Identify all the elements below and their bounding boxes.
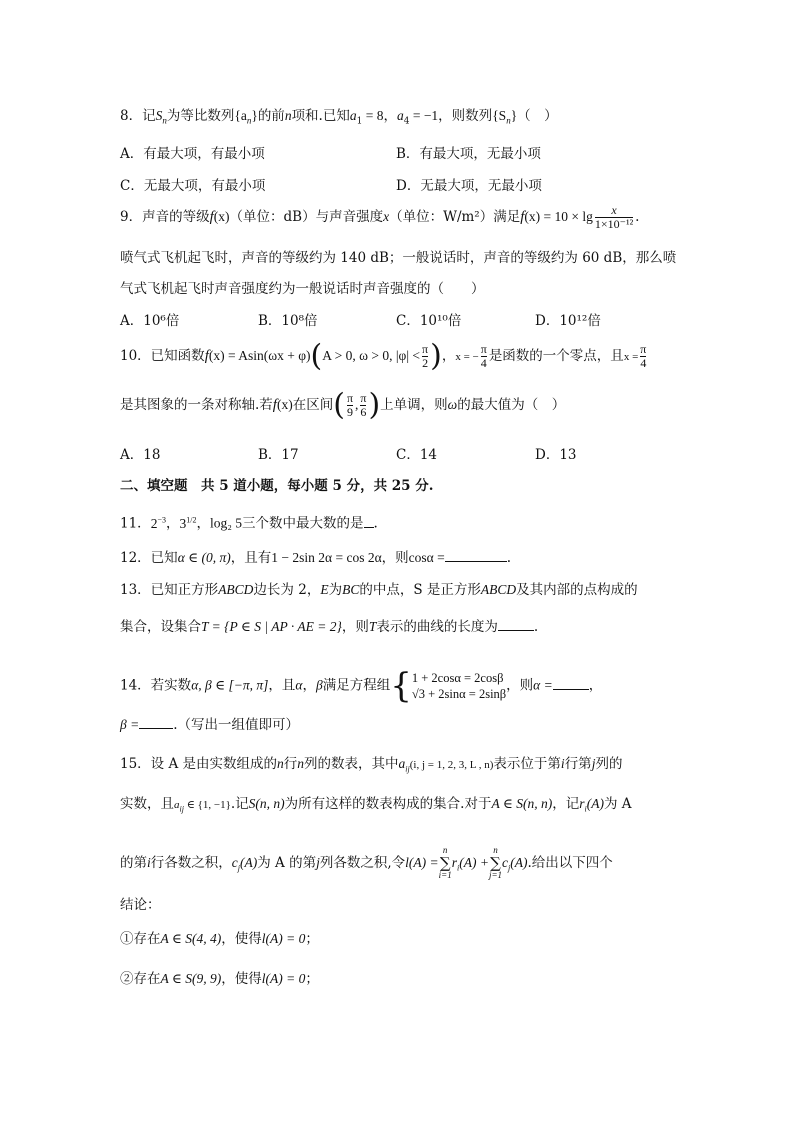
- q11-power: $3^{1/2}$: [179, 515, 197, 531]
- q15-conclusions-label: 结论：: [120, 897, 161, 913]
- q8-option-a: A．有最大项，有最小项: [120, 146, 265, 162]
- q8-option-d: D．无最大项，无最小项: [396, 178, 542, 194]
- q8-option-b: B．有最大项，无最小项: [396, 146, 541, 162]
- q10-option-a: A．18: [120, 447, 161, 463]
- q11-stem: 11．$2^{-3}$，$3^{1/2}$，log₂ 5三个数中最大数的是 .: [120, 515, 378, 532]
- q15-stem-line2: 实数，且$a_{ij}$ ∈ {1, −1}.记S(n, n)为所有这样的数表构成的集合.对于A ∈ S(n, n)，记$r_i(A)$为 A: [120, 796, 632, 814]
- q14-stem-line2: β = .（写出一组值即可）: [120, 717, 300, 733]
- q9-option-c: C．10¹⁰倍: [396, 313, 462, 329]
- q9-option-d: D．10¹²倍: [535, 313, 601, 329]
- q15-sum-rows: n ∑ i=1: [438, 845, 452, 880]
- q10-stem-line1: 10．已知函数f(x) = Asin(ωx + φ)(A > 0, ω > 0, |φ| < $\frac{\pi}{2}$ )，x = − $\frac{\pi}{4}$ 是函数的一个零点，且x = $\frac{\pi}{4}$: [120, 338, 647, 374]
- q10-option-c: C．14: [396, 447, 438, 463]
- q8-option-c: C．无最大项，有最小项: [120, 178, 266, 194]
- q15-stem-line3: 的第i行各数之积，$c_j(A)$为 A 的第j列各数之积,令l(A) =n ∑ $i=1r_i(A) +n$ ∑ $j=1c_j(A)$.给出以下四个: [120, 845, 613, 880]
- q15-stem-line1: 15．设 A 是由实数组成的n行n列的数表，其中$a_{ij}(i$, j = 1, 2, 3, L , n)表示位于第i行第j列的: [120, 756, 623, 774]
- q9-stem-line2: 喷气式飞机起飞时，声音的等级约为 140 dB；一般说话时，声音的等级约为 60 dB，那么喷: [120, 250, 677, 266]
- q13-answer-blank[interactable]: [498, 618, 534, 631]
- q12-answer-blank[interactable]: [445, 549, 507, 562]
- q9-fraction: $\frac{x}{\text{1×10⁻¹²}}$: [594, 203, 634, 231]
- q10-option-b: B．17: [258, 447, 299, 463]
- q14-beta-blank[interactable]: [139, 716, 173, 729]
- q15-conclusion-1: ①存在A ∈ S(4, 4)，使得l(A) = 0；: [120, 931, 319, 947]
- q15-conclusion-2: ②存在A ∈ S(9, 9)，使得l(A) = 0；: [120, 971, 319, 987]
- q11-answer-blank[interactable]: [364, 515, 374, 528]
- q14-stem: 14．若实数α, β ∈ [−π, π]，且α，β满足方程组{ 1 + 2cosα = 2cosβ √3 + 2sinα = 2sinβ ，则α = ，: [120, 666, 603, 706]
- q10-option-d: D．13: [535, 447, 577, 463]
- q9-stem-line3: 气式飞机起飞时声音强度约为一般说话时声音强度的（ ）: [120, 281, 485, 297]
- section-heading: 二、填空题 共 5 道小题，每小题 5 分，共 25 分.: [120, 478, 434, 494]
- q14-alpha-blank[interactable]: [553, 677, 589, 690]
- q14-equation-system: 1 + 2cosα = 2cosβ √3 + 2sinα = 2sinβ: [411, 671, 507, 701]
- q10-stem-line2: 是其图象的一条对称轴.若f(x)在区间( $\frac{\pi}{9}$ , $\frac{\pi}{6}$ )上单调，则ω的最大值为（ ）: [120, 387, 566, 423]
- q8-stem: 8．记$S_n$为等比数列$\{a_n\}$的前n项和.已知$a_1 = 8$，$a_4 = -1$，则数列$\{S_n\}$（ ）: [120, 108, 558, 127]
- q9-stem-line1: 9．声音的等级f(x)（单位：dB）与声音强度x（单位：W/m²）满足f(x) = 10 × lg $\frac{x}{\text{1×10⁻¹²}}$ .: [120, 203, 640, 231]
- q15-sum-cols: n ∑ j=1: [488, 845, 503, 880]
- q9-option-a: A．10⁶倍: [120, 313, 180, 329]
- q13-stem-line1: 13．已知正方形ABCD边长为 2，E为BC的中点，S 是正方形ABCD及其内部的点构成的: [120, 582, 638, 598]
- q9-option-b: B．10⁸倍: [258, 313, 318, 329]
- q12-stem: 12．已知α ∈ (0, π)，且有1 − 2sin 2α = cos 2α，则cosα = .: [120, 550, 512, 566]
- q13-stem-line2: 集合，设集合T = {P ∈ S | AP · AE = 2}，则T表示的曲线的长度为 .: [120, 619, 539, 635]
